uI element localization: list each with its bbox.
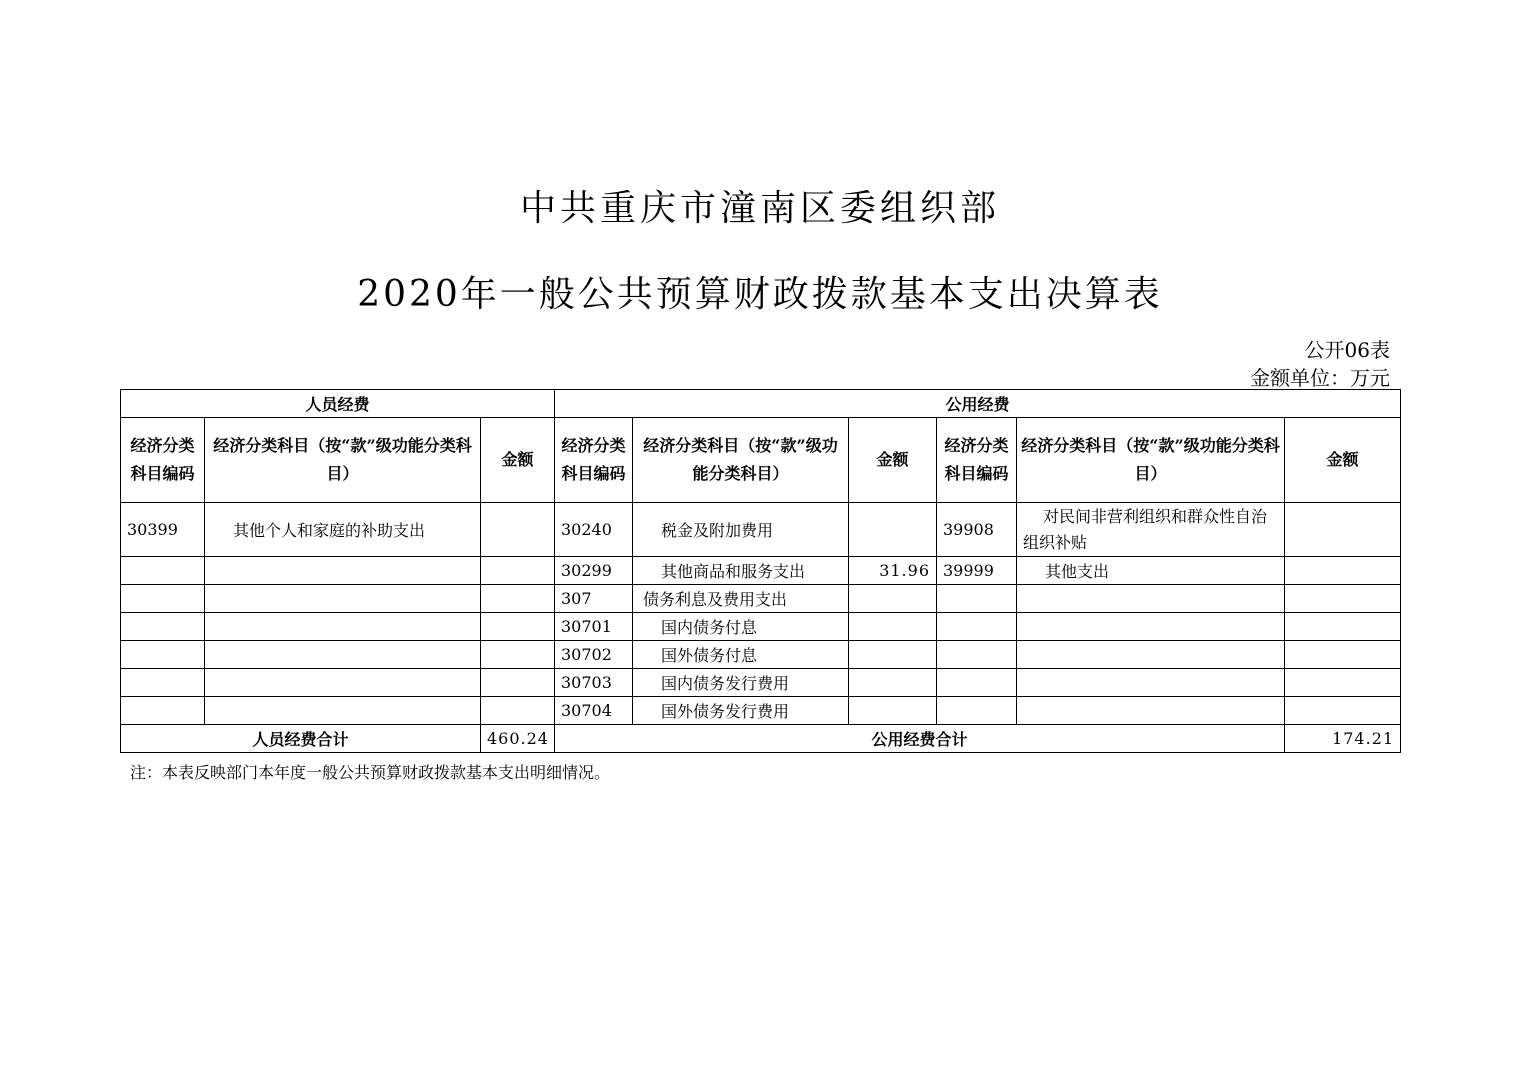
code-cell	[121, 669, 205, 697]
amount-cell	[481, 613, 555, 641]
col-header-amount: 金额	[1285, 418, 1401, 503]
group-header-row	[121, 390, 1401, 418]
page-subtitle: 2020年一般公共预算财政拨款基本支出决算表	[357, 274, 1163, 315]
code-cell	[121, 585, 205, 613]
amount-cell	[1285, 641, 1401, 669]
code-cell	[937, 641, 1017, 669]
amount-cell	[849, 697, 937, 725]
amount-cell	[1285, 669, 1401, 697]
amount-cell	[481, 669, 555, 697]
code-cell	[121, 641, 205, 669]
subject-cell	[205, 613, 481, 641]
table-row	[121, 585, 1401, 613]
code-cell	[121, 557, 205, 585]
table-row	[121, 641, 1401, 669]
col-header-amount: 金额	[849, 418, 937, 503]
amount-cell	[1285, 697, 1401, 725]
subject-cell	[1017, 641, 1285, 669]
code-cell: 307	[555, 585, 633, 613]
col-header-subject: 经济分类科目（按“款”级功能分类科目）	[205, 418, 481, 503]
col-header-code: 经济分类科目编码	[937, 418, 1017, 503]
code-cell: 39908	[937, 503, 1017, 557]
subject-cell: 债务利息及费用支出	[633, 585, 849, 613]
amount-cell	[481, 641, 555, 669]
subject-cell	[205, 669, 481, 697]
amount-cell	[1285, 613, 1401, 641]
amount-cell	[481, 697, 555, 725]
code-cell: 30299	[555, 557, 633, 585]
amount-cell	[1285, 557, 1401, 585]
expenditure-table	[120, 389, 1401, 753]
amount-cell	[1285, 585, 1401, 613]
public-total-label: 公用经费合计	[555, 725, 1285, 753]
subject-cell: 国外债务付息	[633, 641, 849, 669]
code-cell	[937, 669, 1017, 697]
code-cell: 30399	[121, 503, 205, 557]
table-row	[121, 613, 1401, 641]
amount-cell	[849, 503, 937, 557]
public-total-value: 174.21	[1285, 725, 1401, 753]
col-header-code: 经济分类科目编码	[121, 418, 205, 503]
footnote: 注：本表反映部门本年度一般公共预算财政拨款基本支出明细情况。	[130, 763, 611, 782]
subject-cell: 国内债务发行费用	[633, 669, 849, 697]
subject-cell	[1017, 697, 1285, 725]
table-number: 公开06表	[1304, 338, 1390, 362]
column-header-row	[121, 418, 1401, 503]
personnel-total-value: 460.24	[481, 725, 555, 753]
amount-cell	[849, 585, 937, 613]
subject-cell: 国外债务发行费用	[633, 697, 849, 725]
amount-cell	[1285, 503, 1401, 557]
subject-cell: 对民间非营利组织和群众性自治组织补贴	[1017, 503, 1285, 557]
amount-unit: 金额单位：万元	[1250, 366, 1390, 390]
subject-cell	[1017, 613, 1285, 641]
subject-cell	[205, 641, 481, 669]
amount-cell: 31.96	[849, 557, 937, 585]
code-cell: 30703	[555, 669, 633, 697]
subject-cell: 其他支出	[1017, 557, 1285, 585]
code-cell	[937, 585, 1017, 613]
col-header-amount: 金额	[481, 418, 555, 503]
subject-cell: 其他个人和家庭的补助支出	[205, 503, 481, 557]
code-cell: 39999	[937, 557, 1017, 585]
public-header: 公用经费	[555, 390, 1401, 418]
subject-cell: 税金及附加费用	[633, 503, 849, 557]
code-cell: 30704	[555, 697, 633, 725]
subject-cell	[205, 585, 481, 613]
code-cell: 30240	[555, 503, 633, 557]
code-cell	[937, 697, 1017, 725]
subject-cell: 其他商品和服务支出	[633, 557, 849, 585]
amount-cell	[481, 585, 555, 613]
code-cell	[121, 613, 205, 641]
table-row	[121, 557, 1401, 585]
col-header-subject: 经济分类科目（按“款”级功能分类科目）	[1017, 418, 1285, 503]
subject-cell	[1017, 585, 1285, 613]
amount-cell	[849, 613, 937, 641]
subject-cell	[205, 697, 481, 725]
table-row	[121, 669, 1401, 697]
code-cell	[121, 697, 205, 725]
subject-cell: 国内债务付息	[633, 613, 849, 641]
code-cell: 30701	[555, 613, 633, 641]
page-title: 中共重庆市潼南区委组织部	[519, 188, 1000, 229]
table-row	[121, 697, 1401, 725]
col-header-subject: 经济分类科目（按“款”级功能分类科目）	[633, 418, 849, 503]
col-header-code: 经济分类科目编码	[555, 418, 633, 503]
amount-cell	[481, 557, 555, 585]
code-cell	[937, 613, 1017, 641]
subject-cell	[205, 557, 481, 585]
amount-cell	[849, 641, 937, 669]
code-cell: 30702	[555, 641, 633, 669]
table-row	[121, 503, 1401, 557]
amount-cell	[481, 503, 555, 557]
personnel-total-label: 人员经费合计	[121, 725, 481, 753]
personnel-header: 人员经费	[121, 390, 555, 418]
totals-row	[121, 725, 1401, 753]
amount-cell	[849, 669, 937, 697]
subject-cell	[1017, 669, 1285, 697]
